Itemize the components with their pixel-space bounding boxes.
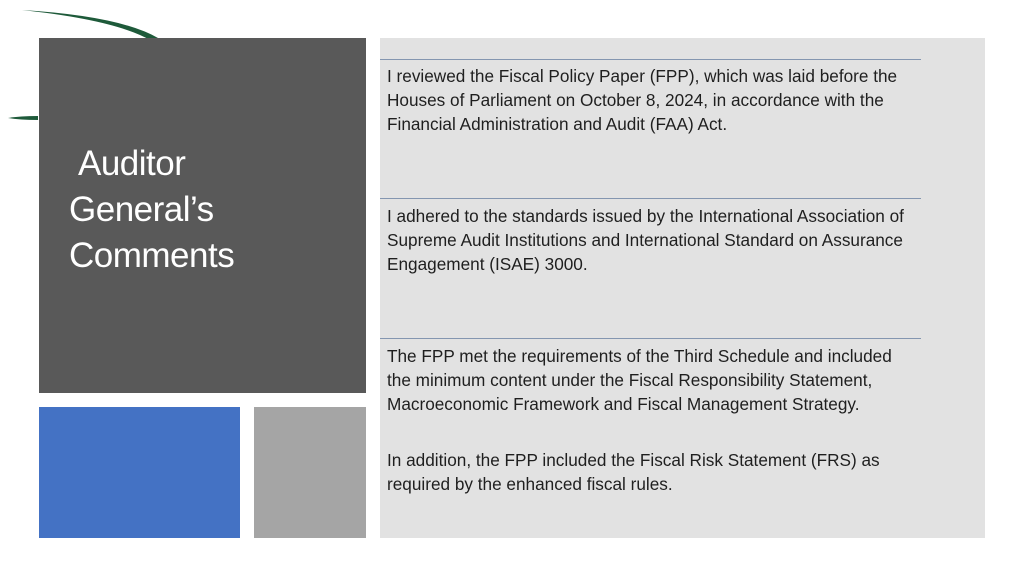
section-3-text: The FPP met the requirements of the Third Schedule and included the minimum content under the Fiscal Responsibility Statement, Macroeconomic Framework and Fiscal Management Strategy. <box>387 346 892 414</box>
title-line-1: Auditor <box>78 144 186 183</box>
divider-line-1 <box>380 59 921 60</box>
accent-block-blue <box>39 407 240 538</box>
section-1-text: I reviewed the Fiscal Policy Paper (FPP), which was laid before the Houses of Parliament on October 8, 2024, in accordance with the Financial Administration and Audit (FAA) Act. <box>387 66 898 134</box>
title-panel <box>39 38 366 393</box>
slide-title <box>69 141 359 279</box>
accent-block-gray <box>254 407 366 538</box>
divider-line-3 <box>380 338 921 339</box>
divider-line-2 <box>380 198 921 199</box>
section-3-addition-text: In addition, the FPP included the Fiscal Risk Statement (FRS) as required by the enhanced fiscal rules. <box>387 450 880 494</box>
title-line-2: General’s <box>69 190 214 229</box>
section-2-text: I adhered to the standards issued by the International Association of Supreme Audit Institutions and International Standard on Assurance Engagement (ISAE) 3000. <box>387 206 904 274</box>
title-line-3: Comments <box>69 236 235 275</box>
content-panel <box>380 38 985 538</box>
